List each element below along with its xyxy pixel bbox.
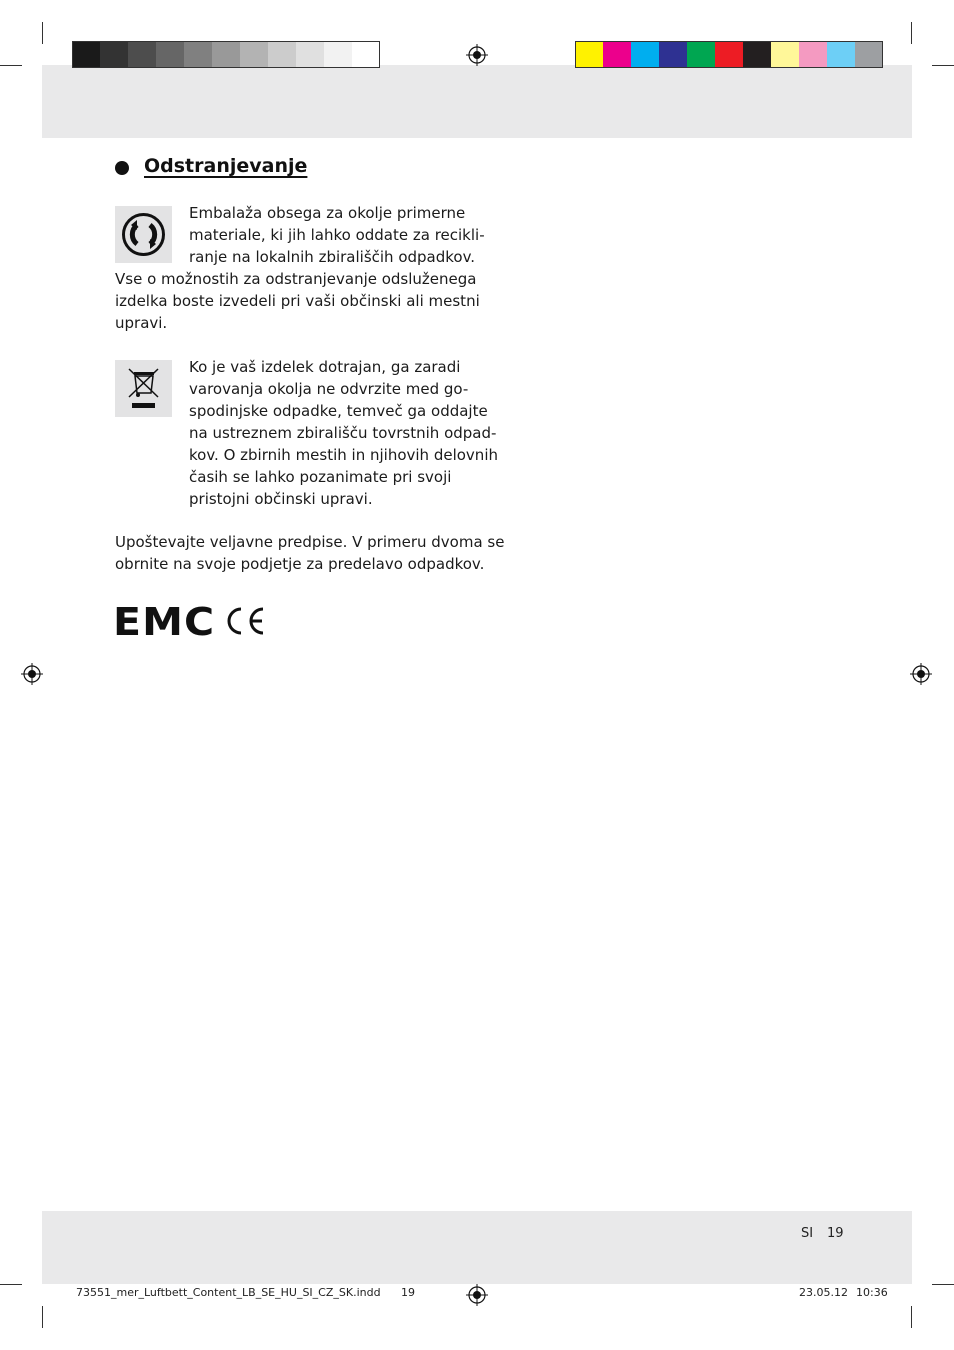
slug-date: 23.05.12: [799, 1286, 848, 1299]
color-swatch: [296, 41, 324, 68]
color-swatch: [827, 41, 855, 68]
color-swatch: [72, 41, 100, 68]
weee-icon-box: [115, 360, 172, 417]
registration-mark-icon: [21, 663, 43, 685]
slug-page: 19: [401, 1286, 415, 1299]
color-swatch: [715, 41, 743, 68]
page-language: SI: [801, 1226, 814, 1241]
heading-bullet: [115, 161, 129, 175]
green-dot-recycle-icon: [115, 206, 172, 263]
color-swatch: [603, 41, 631, 68]
block1-line: Vse o možnostih za odstranjevanje odsluženega: [115, 270, 477, 288]
block1-line: Embalaža obsega za okolje primerne: [189, 204, 466, 222]
recycle-icon-box: [115, 206, 172, 263]
color-swatch: [687, 41, 715, 68]
block2-line: pristojni občinski upravi.: [189, 490, 373, 508]
block1-line: izdelka boste izvedeli pri vaši občinski ali mestni: [115, 292, 480, 310]
crop-mark: [42, 22, 43, 44]
block2-line: na ustreznem zbirališču tovrstnih odpad-: [189, 424, 497, 442]
color-swatch: [324, 41, 352, 68]
header-band: [42, 65, 912, 138]
crop-mark: [932, 65, 954, 66]
block3-line: Upoštevajte veljavne predpise. V primeru dvoma se: [115, 533, 505, 551]
block2-line: časih se lahko pozanimate pri svoji: [189, 468, 452, 486]
color-swatch: [100, 41, 128, 68]
color-swatch: [352, 41, 380, 68]
registration-mark-icon: [466, 44, 488, 66]
footer-band: [42, 1211, 912, 1284]
block2-line: kov. O zbirnih mestih in njihovih delovnih: [189, 446, 498, 464]
crossed-out-wheelie-bin-icon: [115, 360, 172, 417]
crop-mark: [0, 65, 22, 66]
color-swatch: [771, 41, 799, 68]
color-swatch: [575, 41, 603, 68]
color-swatch: [184, 41, 212, 68]
crop-mark: [0, 1284, 22, 1285]
color-swatch: [659, 41, 687, 68]
block2-line: spodinjske odpadke, temveč ga oddajte: [189, 402, 488, 420]
color-swatch: [743, 41, 771, 68]
color-swatch: [212, 41, 240, 68]
block1-line: ranje na lokalnih zbirališčih odpadkov.: [189, 248, 476, 266]
block2-line: Ko je vaš izdelek dotrajan, ga zaradi: [189, 358, 461, 376]
block1-line: upravi.: [115, 314, 168, 332]
color-swatch: [240, 41, 268, 68]
color-swatch: [156, 41, 184, 68]
crop-mark: [911, 22, 912, 44]
color-swatch: [799, 41, 827, 68]
page-number: 19: [827, 1226, 844, 1241]
slug-time: 10:36: [856, 1286, 888, 1299]
crop-mark: [932, 1284, 954, 1285]
color-swatch: [855, 41, 883, 68]
color-swatch: [128, 41, 156, 68]
color-swatch: [268, 41, 296, 68]
slug-filename: 73551_mer_Luftbett_Content_LB_SE_HU_SI_CZ_SK.indd: [76, 1286, 381, 1299]
registration-mark-icon: [910, 663, 932, 685]
block2-line: varovanja okolja ne odvrzite med go-: [189, 380, 469, 398]
ce-mark-icon: [222, 606, 266, 636]
section-heading: Odstranjevanje: [144, 155, 308, 177]
color-swatch: [631, 41, 659, 68]
block1-line: materiale, ki jih lahko oddate za recikli-: [189, 226, 485, 244]
crop-mark: [911, 1306, 912, 1328]
emc-mark: EMC: [113, 600, 216, 644]
crop-mark: [42, 1306, 43, 1328]
block3-line: obrnite na svoje podjetje za predelavo odpadkov.: [115, 555, 485, 573]
registration-mark-icon: [466, 1284, 488, 1306]
